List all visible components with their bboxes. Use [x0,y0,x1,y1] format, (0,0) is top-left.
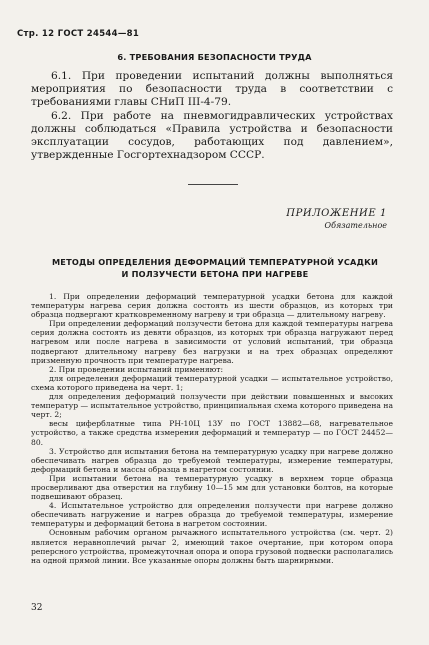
separator-rule [188,184,238,185]
appendix-label [286,208,387,230]
methods-body [31,292,393,565]
paragraph-text: 6.2. При работе на пневмогидравлических устройствах должны соблюдаться «Правила устройства и безопасности эксплуатации сосудов, работающих под давлением», утвержденные Госгортехнадзором СССР. [31,110,393,161]
methods-title-line-2: И ПОЛЗУЧЕСТИ БЕТОНА ПРИ НАГРЕВЕ [121,269,309,279]
body-paragraph: для определения деформаций температурной усадки — испытательное устройство, схема которого приведена на черт. 1; [31,373,393,392]
body-paragraph: При определении деформаций ползучести бетона для каждой температуры нагрева серия должна состоять из девяти образцов, из которых три образца нагружают перед нагревом или после нагрева в зависимости от условий испытаний, три образца подвергают длительному нагреву без нагрузки и на трех образцах определяют призменную прочность при температуре нагрева. [31,319,393,365]
appendix-status: Обязательное [324,221,387,230]
body-paragraph: 3. Устройство для испытания бетона на температурную усадку при нагреве должно обеспечивать нагрев образца до требуемой температуры, измерение температуры, деформаций бетона и массы образца в нагретом состоянии. [31,446,393,474]
methods-title-line-1: МЕТОДЫ ОПРЕДЕЛЕНИЯ ДЕФОРМАЦИЙ ТЕМПЕРАТУРНОЙ УСАДКИ [51,257,379,267]
section-paragraph-1 [31,70,393,109]
body-paragraph: для определения деформаций ползучести при действии повышенных и высоких температур — испытательное устройство, принципиальная схема которого приведена на черт. 2; [31,392,393,420]
body-paragraph: Основным рабочим органом рычажного испытательного устройства (см. черт. 2) является неравноплечий рычаг 2, имеющий такое очертание, при котором опора реперсного устройства, промежуточная опора и опора грузовой подвески располагались на одной прямой линии. Все указанные опоры должны быть шарнирными. [31,528,393,565]
body-paragraph: 4. Испытательное устройство для определения ползучести при нагреве должно обеспечивать нагружение и нагрев образца до требуемой температуры, измерение температуры и деформаций бетона в нагретом состоянии. [31,501,393,529]
body-paragraph: 2. При проведении испытаний применяют: [49,364,223,374]
body-paragraph: весы циферблатные типа РН-10Ц 13У по ГОСТ 13882—68, нагревательное устройство, а также средства измерения деформаций и температур — по ГОСТ 24452—80. [31,419,393,447]
section-paragraph-2 [31,110,393,162]
section-title: 6. ТРЕБОВАНИЯ БЕЗОПАСНОСТИ ТРУДА [117,52,312,62]
appendix-title: ПРИЛОЖЕНИЕ 1 [286,208,387,219]
running-header: Стр. 12 ГОСТ 24544—81 [17,29,140,39]
page-number: 32 [31,603,43,613]
body-paragraph: При испытании бетона на температурную усадку в верхнем торце образца просверливают два отверстия на глубину 10—15 мм для установки болтов, на которые подвешивают образец. [31,473,393,502]
methods-title [40,256,390,280]
paragraph-text: 6.1. При проведении испытаний должны выполняться мероприятия по безопасности труда в соответствии с требованиями главы СНиП III-4-79. [31,70,393,108]
body-paragraph: 1. При определении деформаций температурной усадки бетона для каждой температуры нагрева серия должна состоять из шести образцов, из которых три образца подвергают кратковременному нагреву и три образца — длительному нагреву. [31,292,393,320]
